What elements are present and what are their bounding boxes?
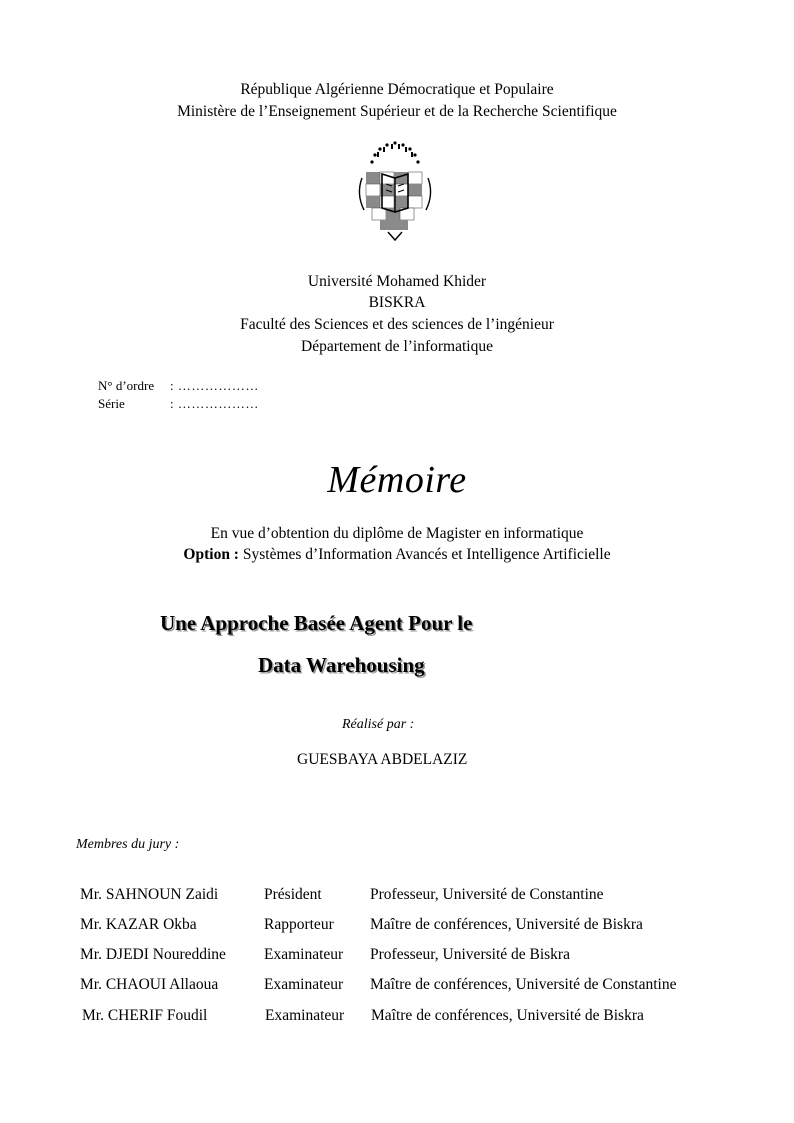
order-number-label: N° d’ordre <box>98 378 155 393</box>
jury-member-name: Mr. CHERIF Foudil <box>82 1007 208 1024</box>
jury-member-name: Mr. SAHNOUN Zaidi <box>80 886 219 903</box>
university-name: Université Mohamed Khider <box>307 273 487 290</box>
option-line <box>0 545 794 565</box>
university-city: BISKRA <box>368 294 426 311</box>
jury-member-name: Mr. DJEDI Noureddine <box>80 946 226 963</box>
author-name: GUESBAYA ABDELAZIZ <box>297 751 468 768</box>
department-name: Département de l’informatique <box>301 338 493 355</box>
jury-member-role: Examinateur <box>265 1007 345 1024</box>
jury-member-role: Examinateur <box>264 976 344 993</box>
option-label: Option : <box>183 546 239 563</box>
jury-member-affiliation: Maître de conférences, Université de Biskra <box>370 916 643 933</box>
jury-member-name: Mr. CHAOUI Allaoua <box>80 976 219 993</box>
degree-purpose: En vue d’obtention du diplôme de Magister en informatique <box>210 525 584 542</box>
series-value: : ……………… <box>170 396 259 411</box>
option-value: Systèmes d’Information Avancés et Intelligence Artificielle <box>242 546 611 563</box>
order-number-value: : ……………… <box>170 378 259 393</box>
jury-member-role: Président <box>264 886 322 903</box>
jury-member-role: Examinateur <box>264 946 344 963</box>
republic-line: République Algérienne Démocratique et Populaire <box>240 81 554 98</box>
series-label: Série <box>98 396 125 411</box>
jury-member-affiliation: Professeur, Université de Constantine <box>370 886 604 903</box>
thesis-title-line-1: Une Approche Basée Agent Pour le <box>160 611 473 635</box>
jury-member-affiliation: Professeur, Université de Biskra <box>370 946 570 963</box>
jury-member-affiliation: Maître de conférences, Université de Biskra <box>371 1007 644 1024</box>
jury-member-role: Rapporteur <box>264 916 334 933</box>
jury-member-affiliation: Maître de conférences, Université de Constantine <box>370 976 677 993</box>
jury-member-name: Mr. KAZAR Okba <box>80 916 197 933</box>
faculty-name: Faculté des Sciences et des sciences de l’ingénieur <box>240 316 554 333</box>
thesis-title-line-2: Data Warehousing <box>258 653 425 677</box>
university-logo-graphic <box>352 138 438 246</box>
jury-label: Membres du jury : <box>76 837 180 852</box>
author-label: Réalisé par : <box>342 717 415 732</box>
ministry-line: Ministère de l’Enseignement Supérieur et de la Recherche Scientifique <box>177 103 617 120</box>
university-logo <box>352 138 438 246</box>
document-type-title: Mémoire <box>327 459 467 501</box>
